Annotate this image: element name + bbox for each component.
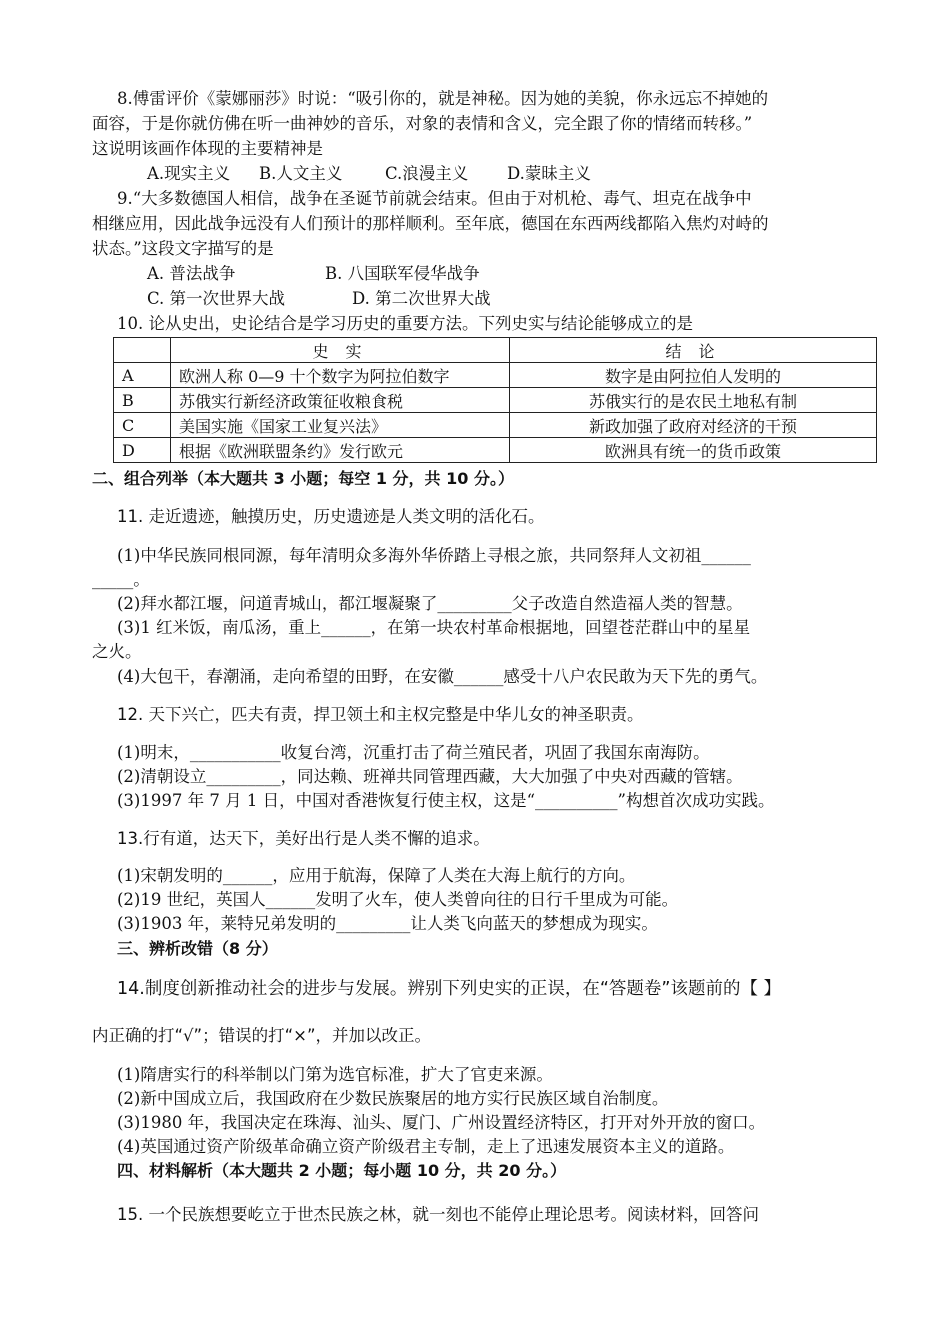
q14-stem-line1: 14.制度创新推动社会的进步与发展。辨别下列史实的正误，在“答题卷”该题前的【 】 xyxy=(117,979,782,999)
row-label: B xyxy=(114,388,171,413)
row-fact: 美国实施《国家工业复兴法》 xyxy=(171,413,510,438)
q10-table xyxy=(113,337,877,463)
q8-option-a: A.现实主义 xyxy=(147,164,231,183)
q12-item3: (3)1997 年 7 月 1 日，中国对香港恢复行使主权，这是“__________”构想首次成功实践。 xyxy=(117,791,775,810)
row-conclusion: 欧洲具有统一的货币政策 xyxy=(510,438,877,463)
q9-stem-line1: 9.“大多数德国人相信，战争在圣诞节前就会结束。但由于对机枪、毒气、坦克在战争中 xyxy=(117,189,752,208)
q11-item3: (3)1 红米饭，南瓜汤，重上______，在第一块农村革命根据地，回望苍茫群山中的星星 xyxy=(117,618,751,637)
q9-stem-line3: 状态。”这段文字描写的是 xyxy=(92,239,274,258)
q9-option-c: C. 第一次世界大战 xyxy=(147,289,286,308)
q11-stem: 11. 走近遗迹，触摸历史，历史遗迹是人类文明的活化石。 xyxy=(117,507,545,526)
q8-option-c: C.浪漫主义 xyxy=(385,164,469,183)
row-conclusion: 数字是由阿拉伯人发明的 xyxy=(510,363,877,388)
q15-stem: 15. 一个民族想要屹立于世杰民族之林，就一刻也不能停止理论思考。阅读材料，回答问 xyxy=(117,1205,759,1224)
q8-stem-line3: 这说明该画作体现的主要精神是 xyxy=(92,139,323,158)
q8-option-d: D.蒙昧主义 xyxy=(507,164,591,183)
q12-item1: (1)明末，___________收复台湾，沉重打击了荷兰殖民者，巩固了我国东南海防。 xyxy=(117,743,710,762)
table-header-conclusion: 结 论 xyxy=(510,338,877,363)
q8-option-b: B.人文主义 xyxy=(259,164,343,183)
q9-option-a: A. 普法战争 xyxy=(147,264,236,283)
q9-option-b: B. 八国联军侵华战争 xyxy=(325,264,480,283)
q11-item4: (4)大包干，春潮涌，走向希望的田野，在安徽______感受十八户农民敢为天下先的勇气。 xyxy=(117,667,768,686)
q11-item2: (2)拜水都江堰，问道青城山，都江堰凝聚了_________父子改造自然造福人类的智慧。 xyxy=(117,594,743,613)
q8-stem-line1: 8.傅雷评价《蒙娜丽莎》时说：“吸引你的，就是神秘。因为她的美貌，你永远忘不掉她的 xyxy=(117,89,769,108)
row-fact: 苏俄实行新经济政策征收粮食税 xyxy=(171,388,510,413)
q13-stem: 13.行有道，达天下，美好出行是人类不懈的追求。 xyxy=(117,829,490,848)
q13-item3: (3)1903 年，莱特兄弟发明的_________让人类飞向蓝天的梦想成为现实。 xyxy=(117,914,658,933)
table-row xyxy=(114,363,877,388)
q13-item2: (2)19 世纪，英国人______发明了火车，使人类曾向往的日行千里成为可能。 xyxy=(117,890,679,909)
q14-item3: (3)1980 年，我国决定在珠海、汕头、厦门、广州设置经济特区，打开对外开放的窗口。 xyxy=(117,1113,766,1132)
row-label: C xyxy=(114,413,171,438)
table-row xyxy=(114,388,877,413)
table-header-row xyxy=(114,338,877,363)
q11-item1: (1)中华民族同根同源，每年清明众多海外华侨踏上寻根之旅，共同祭拜人文初祖______ xyxy=(117,546,751,565)
table-row xyxy=(114,438,877,463)
q9-option-d: D. 第二次世界大战 xyxy=(352,289,491,308)
q11-item1-cont: _____。 xyxy=(92,570,150,589)
row-conclusion: 苏俄实行的是农民土地私有制 xyxy=(510,388,877,413)
table-row xyxy=(114,413,877,438)
q14-item1: (1)隋唐实行的科举制以门第为选官标准，扩大了官吏来源。 xyxy=(117,1065,553,1084)
q8-options xyxy=(147,163,880,185)
row-label: A xyxy=(114,363,171,388)
row-label: D xyxy=(114,438,171,463)
q14-item4: (4)英国通过资产阶级革命确立资产阶级君主专制，走上了迅速发展资本主义的道路。 xyxy=(117,1137,735,1156)
table-header-fact: 史 实 xyxy=(171,338,510,363)
q14-item2: (2)新中国成立后，我国政府在少数民族聚居的地方实行民族区域自治制度。 xyxy=(117,1089,669,1108)
section2-title: 二、组合列举（本大题共 3 小题；每空 1 分，共 10 分。） xyxy=(92,469,514,488)
row-fact: 欧洲人称 0—9 十个数字为阿拉伯数字 xyxy=(171,363,510,388)
q12-stem: 12. 天下兴亡，匹夫有责，捍卫领土和主权完整是中华儿女的神圣职责。 xyxy=(117,705,644,724)
section4-title: 四、材料解析（本大题共 2 小题；每小题 10 分，共 20 分。） xyxy=(117,1161,567,1180)
q8-stem-line2: 面容，于是你就仿佛在听一曲神妙的音乐，对象的表情和含义，完全跟了你的情绪而转移。” xyxy=(92,114,753,133)
q12-item2: (2)清朝设立_________，同达赖、班禅共同管理西藏，大大加强了中央对西藏的管辖。 xyxy=(117,767,743,786)
row-conclusion: 新政加强了政府对经济的干预 xyxy=(510,413,877,438)
q11-item3-cont: 之火。 xyxy=(92,642,142,661)
q9-stem-line2: 相继应用，因此战争远没有人们预计的那样顺利。至年底，德国在东西两线都陷入焦灼对峙的 xyxy=(92,214,769,233)
q9-options-row1 xyxy=(147,263,880,285)
table-header-label xyxy=(114,338,171,363)
section3-title: 三、辨析改错（8 分） xyxy=(117,939,278,958)
row-fact: 根据《欧洲联盟条约》发行欧元 xyxy=(171,438,510,463)
q14-stem-line2: 内正确的打“√”；错误的打“×”，并加以改正。 xyxy=(92,1026,432,1045)
q13-item1: (1)宋朝发明的______，应用于航海，保障了人类在大海上航行的方向。 xyxy=(117,866,636,885)
q9-options-row2 xyxy=(147,288,880,310)
q10-stem: 10. 论从史出，史论结合是学习历史的重要方法。下列史实与结论能够成立的是 xyxy=(117,314,693,333)
